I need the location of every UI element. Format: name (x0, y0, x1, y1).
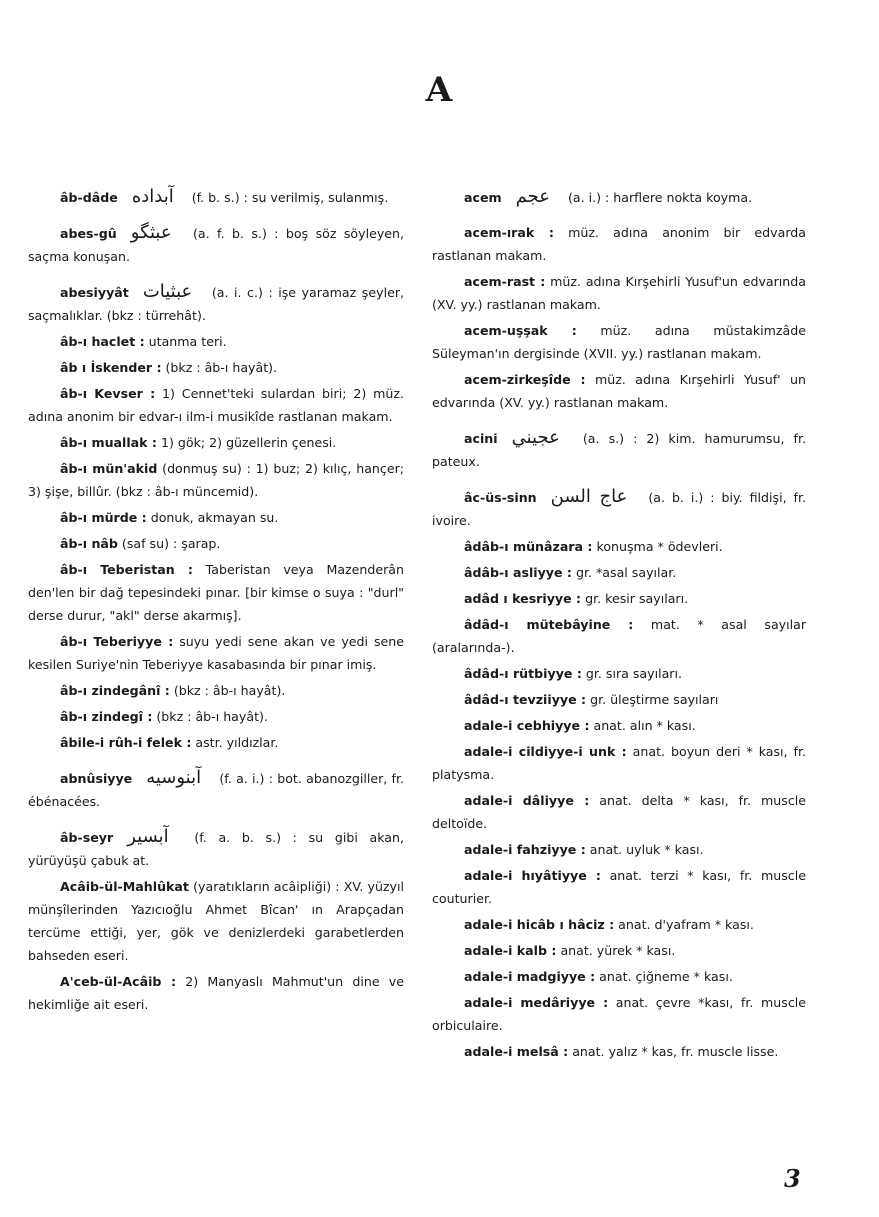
dictionary-entry (432, 485, 806, 532)
entry-definition: (saf su) : şarap. (117, 536, 221, 551)
entry-headword: âdâd-ı tevziiyye : (464, 692, 587, 707)
dictionary-entry (28, 457, 404, 503)
entry-definition: (bkz : âb-ı hayât). (152, 709, 268, 724)
entry-headword: adale-i medâriyye : (464, 995, 609, 1010)
entry-headword: adale-i hicâb ı hâciz : (464, 917, 615, 932)
dictionary-entry (28, 431, 404, 454)
entry-headword: âbile-i rûh-i felek : (60, 735, 192, 750)
entry-headword: âb-ı Teberistan : (60, 562, 193, 577)
entry-definition: müz. adına anonim bir edvarda rastlanan makam. (432, 225, 806, 263)
entry-definition: konuşma * ödevleri. (592, 539, 723, 554)
entry-headword: acini (464, 431, 498, 446)
dictionary-entry (28, 185, 404, 209)
entry-headword: âb ı İskender : (60, 360, 162, 375)
entry-arabic-script: آبنوسيه (146, 767, 202, 788)
entry-headword: âb-dâde (60, 190, 118, 205)
dictionary-entry (432, 561, 806, 584)
entry-headword: Acâib-ül-Mahlûkat (60, 879, 189, 894)
entry-headword: adale-i fahziyye : (464, 842, 586, 857)
entry-definition: (bkz : âb-ı hayât). (161, 360, 278, 375)
entry-arabic-script: عجيني (511, 427, 560, 448)
entry-definition: gr. *asal sayılar. (571, 565, 677, 580)
entry-headword: acem-uşşak : (464, 323, 577, 338)
entry-arabic-script: آبسير (127, 826, 169, 847)
section-letter: A (425, 70, 454, 110)
dictionary-entry (432, 965, 806, 988)
entry-definition: Taberistan veya Mazenderân den'len bir dağ tepesindeki pınar. [bir kimse o suya : "durl" derse durur, "akl" derse akarmış]. (28, 562, 404, 623)
dictionary-entry (432, 913, 806, 936)
dictionary-entry (432, 688, 806, 711)
entry-headword: âdâb-ı asliyye : (464, 565, 572, 580)
entry-headword: adale-i kalb : (464, 943, 557, 958)
entry-headword: âb-ı mün'akid (60, 461, 158, 476)
entry-definition: (a. i. c.) : işe yaramaz şeyler, saçmalıklar. (bkz : türrehât). (28, 285, 404, 323)
entry-headword: adale-i hıyâtiyye : (464, 868, 601, 883)
entry-definition: mat. * asal sayılar (aralarında-). (432, 617, 807, 655)
entry-definition: 1) gök; 2) güzellerin çenesi. (156, 435, 337, 450)
entry-headword: âdâd-ı mütebâyine : (464, 617, 634, 632)
dictionary-entry (432, 864, 806, 910)
entry-headword: âdâb-ı münâzara : (464, 539, 593, 554)
dictionary-entry (28, 356, 404, 379)
entry-definition: müz. adına müstakimzâde Süleyman'ın dergisinde (XVII. yy.) rastlanan makam. (432, 323, 806, 361)
entry-definition: (f. a. i.) : bot. abanozgiller, fr. ébénacées. (28, 771, 404, 809)
entry-headword: adale-i madgiyye : (464, 969, 596, 984)
dictionary-entry (28, 875, 404, 967)
dictionary-entry (432, 535, 806, 558)
left-column (28, 185, 404, 1019)
entry-headword: abesiyyât (60, 285, 129, 300)
entry-definition: (bkz : âb-ı hayât). (169, 683, 286, 698)
entry-definition: (f. a. b. s.) : su gibi akan, yürüyüşü çabuk at. (28, 830, 404, 868)
entry-arabic-script: عبثيات (142, 281, 193, 302)
entry-headword: acem-ırak : (464, 225, 554, 240)
dictionary-entry (432, 221, 806, 267)
entry-headword: âb-ı mürde : (60, 510, 147, 525)
dictionary-entry (432, 991, 806, 1037)
dictionary-entry (28, 558, 404, 627)
entry-definition: (yaratıkların acâipliği) : XV. yüzyıl münşîlerinden Yazıcıoğlu Ahmet Bîcan' ın Arapçadan tercüme ettiği, yer, gök ve denizlerdeki garabetlerden bahseden eseri. (28, 879, 404, 963)
dictionary-entry (432, 740, 806, 786)
entry-headword: acem-rast : (464, 274, 546, 289)
entry-headword: âb-ı nâb (60, 536, 118, 551)
entry-definition: utanma teri. (144, 334, 227, 349)
entry-definition: 1) Cennet'teki sulardan biri; 2) müz. adına anonim bir edvar-ı ilm-i musikîde rastlanan makam. (28, 386, 404, 424)
entry-arabic-script: عاج السن (550, 486, 628, 507)
dictionary-entry (432, 838, 806, 861)
dictionary-entry (28, 766, 404, 813)
entry-definition: anat. yürek * kası. (556, 943, 676, 958)
entry-headword: âb-ı Teberiyye : (60, 634, 174, 649)
entry-definition: anat. çiğneme * kası. (595, 969, 733, 984)
dictionary-entry (432, 368, 806, 414)
dictionary-entry (432, 613, 806, 659)
entry-arabic-script: عبثگو (130, 222, 172, 243)
entry-headword: âb-ı zindegânî : (60, 683, 170, 698)
dictionary-entry (28, 506, 404, 529)
entry-headword: âb-ı Kevser : (60, 386, 156, 401)
dictionary-entry (28, 280, 404, 327)
entry-definition: anat. boyun deri * kası, fr. platysma. (432, 744, 806, 782)
entry-definition: anat. delta * kası, fr. muscle deltoïde. (432, 793, 806, 831)
dictionary-entry (28, 330, 404, 353)
entry-definition: anat. alın * kası. (589, 718, 696, 733)
dictionary-entry (432, 319, 806, 365)
dictionary-entry (432, 939, 806, 962)
dictionary-entry (432, 185, 806, 209)
entry-definition: gr. kesir sayıları. (581, 591, 689, 606)
dictionary-entry (28, 630, 404, 676)
dictionary-entry (28, 532, 404, 555)
entry-definition: anat. çevre *kası, fr. muscle orbiculaire. (432, 995, 806, 1033)
entry-arabic-script: عجم (515, 186, 550, 207)
entry-definition: anat. d'yafram * kası. (614, 917, 754, 932)
entry-arabic-script: آبداده (131, 186, 174, 207)
entry-definition: (donmuş su) : 1) buz; 2) kılıç, hançer; 3) şişe, billûr. (bkz : âb-ı müncemid). (28, 461, 404, 499)
entry-definition: gr. üleştirme sayıları (586, 692, 719, 707)
entry-headword: âdâd-ı rütbiyye : (464, 666, 582, 681)
entry-definition: (a. f. b. s.) : boş söz söyleyen, saçma konuşan. (28, 226, 404, 264)
dictionary-entry (432, 789, 806, 835)
entry-headword: âc-üs-sinn (464, 490, 537, 505)
entry-definition: gr. sıra sayıları. (581, 666, 682, 681)
entry-definition: anat. uyluk * kası. (585, 842, 704, 857)
entry-definition: 2) Manyaslı Mahmut'un dine ve hekimliğe ait eseri. (28, 974, 404, 1012)
dictionary-entry (28, 705, 404, 728)
entry-definition: astr. yıldızlar. (191, 735, 279, 750)
entry-definition: anat. yalız * kas, fr. muscle lisse. (568, 1044, 779, 1059)
entry-definition: (a. b. i.) : biy. fildişi, fr. ivoire. (432, 490, 806, 528)
entry-headword: abes-gû (60, 226, 117, 241)
entry-definition: (f. b. s.) : su verilmiş, sulanmış. (187, 190, 389, 205)
entry-headword: acem (464, 190, 502, 205)
entry-headword: âb-ı haclet : (60, 334, 145, 349)
entry-headword: adale-i cildiyye-i unk : (464, 744, 627, 759)
entry-headword: adale-i cebhiyye : (464, 718, 590, 733)
entry-definition: (a. s.) : 2) kim. hamurumsu, fr. pateux. (432, 431, 806, 469)
dictionary-entry (432, 426, 806, 473)
right-column (432, 185, 806, 1066)
dictionary-entry (28, 382, 404, 428)
dictionary-entry (432, 270, 806, 316)
entry-headword: acem-zirkeşîde : (464, 372, 586, 387)
page-number: 3 (784, 1164, 801, 1193)
dictionary-entry (28, 679, 404, 702)
dictionary-entry (432, 1040, 806, 1063)
entry-headword: adale-i dâliyye : (464, 793, 590, 808)
dictionary-entry (432, 587, 806, 610)
entry-definition: suyu yedi sene akan ve yedi sene kesilen Suriye'nin Teberiyye kasabasında bir pınar imiş. (28, 634, 404, 672)
entry-headword: âb-ı zindegî : (60, 709, 153, 724)
dictionary-entry (28, 731, 404, 754)
entry-definition: donuk, akmayan su. (146, 510, 279, 525)
dictionary-entry (28, 221, 404, 268)
entry-definition: müz. adına Kırşehirli Yusuf'un edvarında (XV. yy.) rastlanan makam. (432, 274, 806, 312)
entry-headword: abnûsiyye (60, 771, 133, 786)
entry-definition: müz. adına Kırşehirli Yusuf' un edvarında (XV. yy.) rastlanan makam. (432, 372, 806, 410)
entry-definition: (a. i.) : harflere nokta koyma. (563, 190, 753, 205)
entry-headword: A'ceb-ül-Acâib : (60, 974, 177, 989)
entry-headword: adâd ı kesriyye : (464, 591, 582, 606)
dictionary-entry (28, 825, 404, 872)
dictionary-entry (28, 970, 404, 1016)
entry-headword: âb-seyr (60, 830, 114, 845)
entry-headword: âb-ı muallak : (60, 435, 157, 450)
entry-definition: anat. terzi * kası, fr. muscle couturier. (432, 868, 806, 906)
entry-headword: adale-i melsâ : (464, 1044, 569, 1059)
dictionary-entry (432, 662, 806, 685)
dictionary-entry (432, 714, 806, 737)
